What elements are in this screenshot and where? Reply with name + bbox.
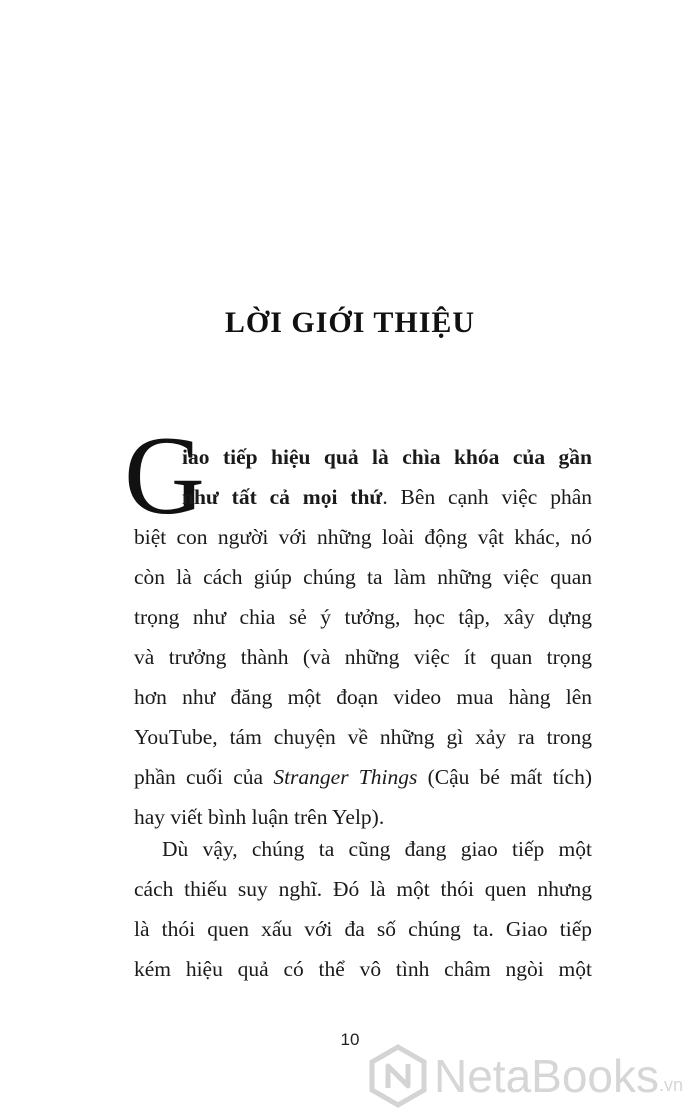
text-line bbox=[182, 477, 592, 517]
text-span: (Cậu bé mất tích) bbox=[417, 765, 592, 789]
text-span: . Bên cạnh việc phân bbox=[382, 485, 592, 509]
text-line: Dù vậy, chúng ta cũng đang giao tiếp một bbox=[162, 837, 592, 861]
text-line: còn là cách giúp chúng ta làm những việc quan bbox=[134, 565, 592, 589]
page-number: 10 bbox=[340, 1030, 360, 1049]
netabooks-logo-icon bbox=[366, 1044, 430, 1108]
bold-phrase: như tất cả mọi thứ bbox=[182, 485, 383, 509]
text-line: YouTube, tám chuyện về những gì xảy ra trong bbox=[134, 725, 592, 749]
paragraph-1-intro bbox=[182, 437, 592, 517]
watermark bbox=[366, 1036, 696, 1116]
text-line: trọng như chia sẻ ý tưởng, học tập, xây dựng bbox=[134, 605, 592, 629]
text-span: phần cuối của bbox=[134, 765, 274, 789]
italic-title: Stranger Things bbox=[273, 765, 418, 789]
text-line: biệt con người với những loài động vật khác, nó bbox=[134, 525, 592, 549]
text-line: kém hiệu quả có thể vô tình châm ngòi một bbox=[134, 957, 592, 981]
text-line: là thói quen xấu với đa số chúng ta. Giao tiếp bbox=[134, 917, 592, 941]
drop-cap: G bbox=[124, 414, 205, 538]
text-line bbox=[182, 437, 592, 477]
text-line bbox=[134, 757, 592, 797]
watermark-suffix: .vn bbox=[659, 1074, 684, 1095]
watermark-brand: NetaBooks bbox=[434, 1050, 660, 1102]
text-line: hơn như đăng một đoạn video mua hàng lên bbox=[134, 685, 592, 709]
text-line: và trưởng thành (và những việc ít quan trọng bbox=[134, 645, 592, 669]
paragraph-2 bbox=[134, 829, 592, 989]
text-line: hay viết bình luận trên Yelp). bbox=[134, 805, 385, 829]
chapter-title: LỜI GIỚI THIỆU bbox=[224, 306, 476, 339]
text-line: cách thiếu suy nghĩ. Đó là một thói quen nhưng bbox=[134, 877, 592, 901]
paragraph-1-body bbox=[134, 517, 592, 837]
bold-phrase: iao tiếp hiệu quả là chìa khóa của gần bbox=[182, 445, 592, 469]
